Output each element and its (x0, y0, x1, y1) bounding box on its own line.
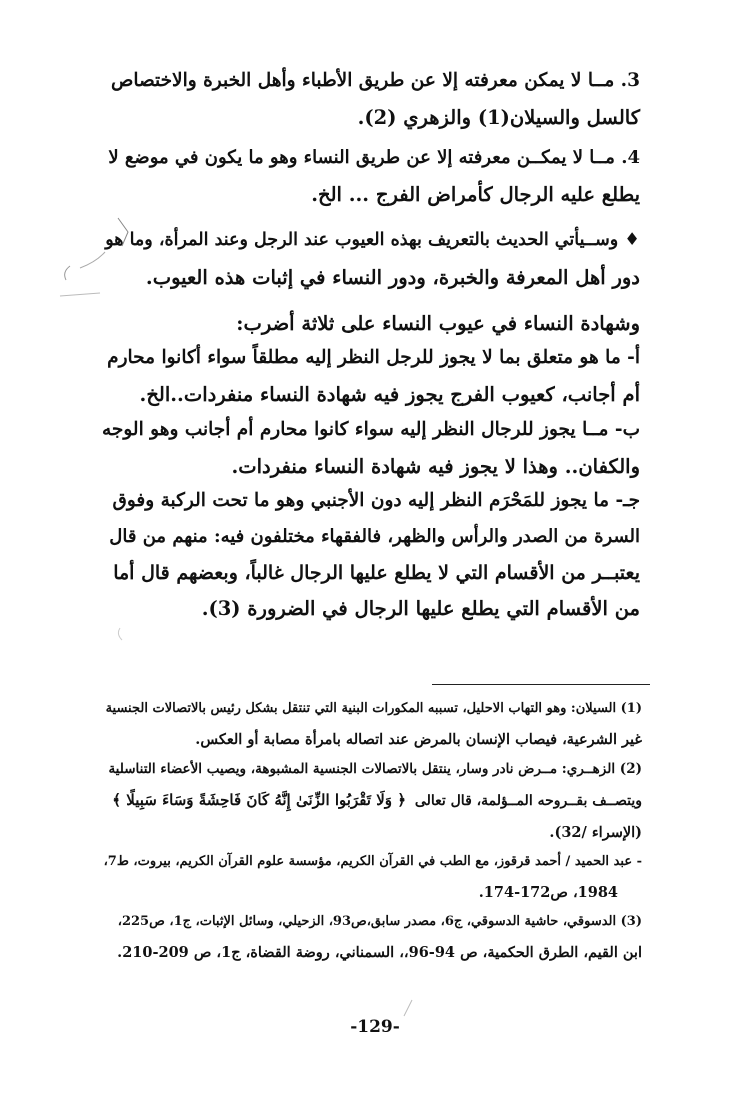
reference-line-2: 1984، ص172-174. (478, 884, 618, 901)
quran-verse: ﴿ وَلَا تَقْرَبُوا الزِّنَىٰ إِنَّهُ كَانَ فَاحِشَةً وَسَاءَ سَبِيلًا ﴾ (112, 791, 407, 809)
body-line-11: والكفان.. وهذا لا يجوز فيه شهادة النساء منفردات. (231, 455, 640, 478)
body-line-10: ب- مــا يجوز للرجال النظر إليه سواء كانوا محارم أم أجانب وهو الوجه (102, 419, 640, 440)
footnote-3-line-2: ابن القيم، الطرق الحكمية، ص 94-96،، السمناني، روضة القضاة، ج1، ص 209-210. (117, 944, 642, 961)
footnote-2-line-3: (الإسراء /32). (549, 824, 642, 841)
body-line-12: جـ- ما يجوز للمَحْرَم النظر إليه دون الأجنبي وهو ما تحت الركبة وفوق (112, 490, 640, 511)
body-line-13: السرة من الصدر والرأس والظهر، فالفقهاء مختلفون فيه: منهم من قال (109, 526, 640, 547)
section-heading: وشهادة النساء في عيوب النساء على ثلاثة أضرب: (236, 312, 640, 335)
footnote-separator (432, 684, 650, 685)
page-number: -129- (350, 1017, 400, 1037)
footnote-2-line-2 (108, 791, 642, 809)
body-line-4: يطلع عليه الرجال كأمراض الفرج ... الخ. (311, 183, 640, 206)
reference-line-1: - عبد الحميد / أحمد قرقوز، مع الطب في القرآن الكريم، مؤسسة علوم القرآن الكريم، بيروت، ط7، (103, 854, 642, 869)
footnote-3-line-1: (3) الدسوقي، حاشية الدسوقي، ج6، مصدر سابق،ص93، الزحيلي، وسائل الإثبات، ج1، ص225، (117, 914, 642, 929)
body-line-9: أم أجانب، كعيوب الفرج يجوز فيه شهادة النساء منفردات..الخ. (139, 383, 640, 406)
footnote-1-line-2: غير الشرعية، فيصاب الإنسان بالمرض عند اتصاله بامرأة مصابة أو العكس. (195, 731, 642, 748)
footnote-2-text: ويتصــف بقــروحه المــؤلمة، قال تعالى (414, 793, 642, 809)
footnote-2-line-1: (2) الزهــري: مــرض نادر وسار، ينتقل بالاتصالات الجنسية المشبوهة، ويصيب الأعضاء التناسلية (108, 761, 642, 777)
body-line-8: أ- ما هو متعلق بما لا يجوز للرجل النظر إليه مطلقاً سواء أكانوا محارم (107, 347, 640, 368)
footnote-1-line-1: (1) السيلان: وهو التهاب الاحليل، تسببه المكورات البنية التي تنتقل بشكل رئيس بالاتصالات الجنسية (105, 701, 642, 716)
body-line-14: يعتبــر من الأقسام التي لا يطلع عليها الرجال غالباً، وبعضهم قال أما (113, 562, 640, 584)
body-line-1: 3. مــا لا يمكن معرفته إلا عن طريق الأطباء وأهل الخبرة والاختصاص (110, 70, 640, 91)
body-line-3: 4. مــا لا يمكــن معرفته إلا عن طريق النساء وهو ما يكون في موضع لا (108, 147, 640, 168)
body-line-5: ♦ وســيأتي الحديث بالتعريف بهذه العيوب عند الرجل وعند المرأة، وما هو (105, 230, 640, 250)
body-line-6: دور أهل المعرفة والخبرة، ودور النساء في إثبات هذه العيوب. (145, 266, 640, 289)
body-line-15: من الأقسام التي يطلع عليها الرجال في الضرورة (3). (201, 597, 640, 620)
body-line-2: كالسل والسيلان(1) والزهري (2). (357, 106, 640, 129)
